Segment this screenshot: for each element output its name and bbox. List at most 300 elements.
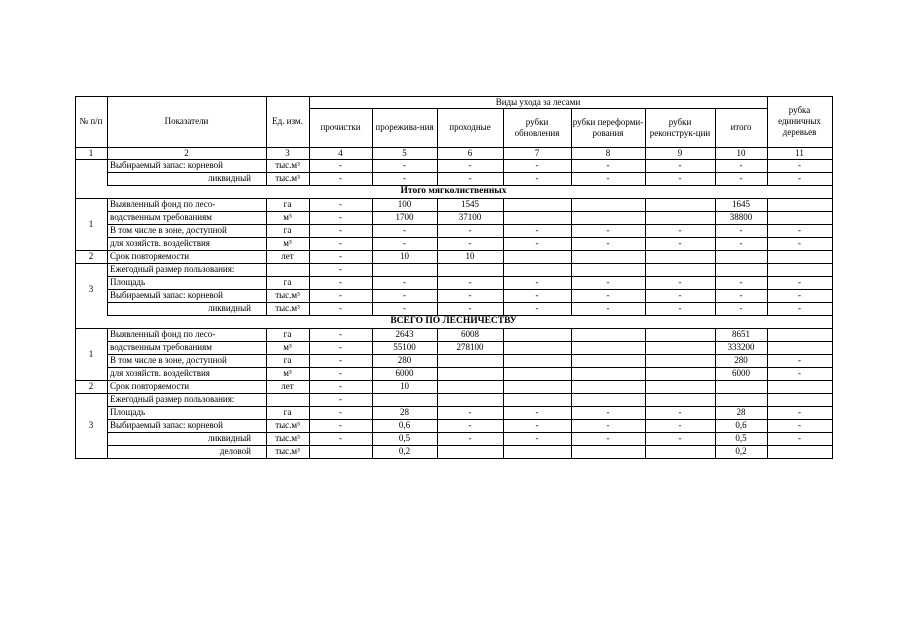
table-cell — [571, 250, 645, 263]
table-cell — [767, 211, 832, 224]
table-cell — [645, 211, 715, 224]
column-header-indicators: Показатели — [164, 116, 209, 126]
table-rule — [437, 263, 438, 277]
table-cell — [503, 354, 571, 367]
table-cell: - — [339, 381, 342, 391]
table-rule — [437, 289, 438, 303]
table-rule — [767, 328, 768, 342]
table-rule — [437, 224, 438, 238]
row-label: Выбираемый запас: корневой — [110, 420, 223, 430]
table-rule — [309, 211, 310, 225]
row-label: для хозяйств. воздействия — [110, 238, 210, 248]
table-rule — [715, 328, 716, 342]
table-rule — [715, 237, 716, 251]
table-rule — [832, 367, 833, 381]
table-rule — [266, 224, 267, 238]
table-cell — [503, 328, 571, 341]
table-cell — [503, 211, 571, 224]
table-rule — [571, 341, 572, 355]
table-rule — [107, 328, 108, 342]
table-cell: 280 — [397, 355, 412, 365]
table-rule — [266, 172, 267, 186]
table-rule — [767, 198, 768, 212]
table-rule — [372, 198, 373, 212]
column-number: 10 — [736, 147, 746, 158]
row-unit: га — [283, 355, 292, 365]
table-cell: - — [606, 238, 610, 248]
table-cell: - — [739, 290, 743, 300]
table-rule — [832, 224, 833, 238]
table-cell: - — [468, 225, 472, 235]
table-cell: - — [535, 173, 539, 183]
table-rule — [107, 393, 108, 407]
table-rule — [309, 237, 310, 251]
table-rule — [715, 432, 716, 446]
row-label: Выбираемый запас: корневой — [110, 160, 223, 170]
table-cell: - — [339, 394, 342, 404]
table-cell: - — [678, 303, 682, 313]
table-rule — [571, 250, 572, 264]
table-cell: 0,6 — [398, 420, 411, 430]
column-header-type: прочистки — [320, 122, 361, 132]
table-rule — [571, 302, 572, 316]
row-unit: м³ — [283, 212, 292, 222]
table-cell: 1645 — [732, 199, 750, 209]
table-rule — [645, 406, 646, 420]
table-rule — [645, 250, 646, 264]
table-rule — [503, 276, 504, 290]
table-rule — [372, 172, 373, 186]
row-unit: м³ — [283, 238, 292, 248]
table-rule — [372, 432, 373, 446]
table-rule — [372, 341, 373, 355]
row-label: деловой — [219, 446, 251, 456]
row-unit: га — [283, 329, 292, 339]
table-rule — [715, 108, 716, 148]
table-rule — [832, 263, 833, 277]
table-cell — [645, 263, 715, 276]
table-cell: - — [403, 173, 406, 183]
table-rule — [266, 159, 267, 173]
table-cell: - — [403, 238, 406, 248]
table-cell — [715, 250, 767, 263]
column-number: 9 — [677, 147, 683, 158]
table-rule — [309, 380, 310, 394]
table-rule — [715, 419, 716, 433]
table-cell — [571, 367, 645, 380]
table-cell: 6000 — [732, 368, 750, 378]
table-cell: - — [468, 238, 472, 248]
table-rule — [437, 367, 438, 381]
table-rule — [266, 263, 267, 277]
table-rule — [767, 96, 768, 148]
table-rule — [107, 341, 108, 355]
table-cell: - — [606, 160, 610, 170]
table-cell: - — [678, 160, 682, 170]
table-rule — [645, 172, 646, 186]
table-cell: - — [798, 225, 801, 235]
table-cell — [503, 393, 571, 406]
table-cell: - — [468, 433, 472, 443]
table-cell: 37100 — [458, 212, 482, 222]
table-cell — [372, 263, 437, 276]
row-label: ликвидный — [207, 433, 251, 443]
table-rule — [645, 224, 646, 238]
table-cell — [309, 445, 372, 458]
table-rule — [266, 419, 267, 433]
table-cell — [645, 445, 715, 458]
table-rule — [571, 328, 572, 342]
table-cell: 6008 — [461, 329, 479, 339]
table-rule — [503, 380, 504, 394]
table-rule — [767, 224, 768, 238]
table-cell: 10 — [400, 381, 409, 391]
row-unit: га — [283, 225, 292, 235]
row-unit: м³ — [283, 342, 292, 352]
table-cell — [437, 380, 503, 393]
table-rule — [266, 445, 267, 459]
table-rule — [571, 406, 572, 420]
row-label: Ежегодный размер пользования: — [110, 394, 235, 404]
table-cell: 10 — [400, 251, 409, 261]
table-cell: - — [339, 433, 342, 443]
table-rule — [437, 108, 438, 148]
column-header-type: рубки реконструк-ции — [649, 116, 711, 138]
table-rule — [266, 96, 267, 148]
table-rule — [645, 445, 646, 459]
table-rule — [266, 380, 267, 394]
row-unit: тыс.м³ — [275, 173, 300, 183]
row-unit: тыс.м³ — [275, 433, 300, 443]
table-cell — [767, 341, 832, 354]
table-rule — [832, 237, 833, 251]
row-label: Ежегодный размер пользования: — [110, 264, 235, 274]
row-unit — [266, 393, 309, 406]
table-rule — [309, 289, 310, 303]
table-cell — [645, 380, 715, 393]
table-rule — [75, 185, 76, 199]
table-rule — [372, 250, 373, 264]
table-cell: - — [339, 420, 342, 430]
table-cell: - — [468, 160, 472, 170]
table-cell: - — [798, 420, 801, 430]
row-unit: тыс.м³ — [275, 446, 300, 456]
table-rule — [107, 224, 108, 238]
table-cell: - — [535, 238, 539, 248]
table-rule — [571, 159, 572, 173]
table-cell: - — [468, 420, 472, 430]
table-rule — [832, 211, 833, 225]
table-rule — [767, 341, 768, 355]
table-rule — [266, 328, 267, 342]
table-cell: 100 — [397, 199, 412, 209]
table-rule — [571, 289, 572, 303]
table-rule — [309, 172, 310, 186]
table-cell: 0,2 — [735, 446, 747, 456]
table-bottom-border — [75, 458, 833, 459]
table-rule — [437, 354, 438, 368]
table-rule — [767, 406, 768, 420]
table-rule — [437, 172, 438, 186]
table-rule — [309, 393, 310, 407]
table-rule — [107, 237, 108, 251]
table-cell: - — [468, 173, 472, 183]
table-cell: 10 — [465, 251, 475, 261]
table-rule — [372, 263, 373, 277]
table-cell: - — [339, 290, 342, 300]
row-number: 3 — [88, 283, 94, 294]
table-rule — [266, 250, 267, 264]
table-rule — [715, 406, 716, 420]
table-rule — [503, 289, 504, 303]
row-label: В том числе в зоне, доступной — [110, 225, 227, 235]
row-unit: га — [283, 407, 292, 417]
table-cell: - — [678, 290, 682, 300]
table-rule — [107, 380, 108, 394]
table-rule — [309, 302, 310, 316]
table-cell: - — [798, 160, 801, 170]
table-cell: - — [535, 225, 539, 235]
table-cell — [767, 198, 832, 211]
table-rule — [767, 354, 768, 368]
table-rule — [309, 406, 310, 420]
table-cell — [767, 263, 832, 276]
table-cell: - — [798, 277, 801, 287]
row-label: водственным требованиям — [110, 342, 212, 352]
table-rule — [266, 237, 267, 251]
table-rule — [437, 276, 438, 290]
table-rule — [107, 211, 108, 225]
table-cell: - — [678, 173, 682, 183]
table-rule — [372, 393, 373, 407]
table-rule — [715, 224, 716, 238]
table-cell — [767, 250, 832, 263]
table-rule — [266, 289, 267, 303]
table-rule — [503, 445, 504, 459]
table-cell: - — [403, 290, 406, 300]
table-rule — [309, 445, 310, 459]
row-unit: лет — [281, 381, 294, 391]
table-cell — [571, 198, 645, 211]
row-label: Площадь — [110, 407, 146, 417]
table-rule — [437, 237, 438, 251]
table-rule — [767, 445, 768, 459]
table-cell — [571, 328, 645, 341]
table-cell — [767, 328, 832, 341]
table-rule — [437, 380, 438, 394]
table-cell — [645, 328, 715, 341]
table-rule — [309, 159, 310, 173]
table-rule — [832, 302, 833, 316]
table-rule — [266, 354, 267, 368]
table-rule — [266, 341, 267, 355]
table-rule — [266, 393, 267, 407]
table-cell: - — [798, 238, 801, 248]
row-unit — [266, 263, 309, 276]
table-rule — [107, 289, 108, 303]
table-rule — [645, 237, 646, 251]
table-rule — [832, 406, 833, 420]
table-rule — [266, 198, 267, 212]
table-rule — [503, 250, 504, 264]
table-rule — [832, 354, 833, 368]
table-rule — [309, 432, 310, 446]
table-rule — [372, 445, 373, 459]
table-cell: - — [339, 173, 342, 183]
column-number: 4 — [338, 147, 343, 158]
table-rule — [309, 263, 310, 277]
table-cell: - — [678, 277, 682, 287]
table-rule — [645, 419, 646, 433]
column-number: 5 — [402, 147, 407, 158]
table-cell: - — [403, 160, 406, 170]
table-rule — [107, 250, 108, 264]
table-cell: 0,5 — [398, 433, 411, 443]
table-rule — [767, 432, 768, 446]
table-rule — [571, 393, 572, 407]
table-cell: - — [798, 290, 801, 300]
table-rule — [372, 159, 373, 173]
table-rule — [107, 432, 108, 446]
table-rule — [832, 315, 833, 329]
table-rule — [372, 354, 373, 368]
table-rule — [571, 380, 572, 394]
table-cell — [437, 263, 503, 276]
table-cell: - — [739, 173, 743, 183]
table-rule — [767, 159, 768, 173]
table-cell — [503, 445, 571, 458]
table-rule — [107, 302, 108, 316]
row-label: Выявленный фонд по лесо- — [110, 199, 216, 209]
table-cell: - — [339, 355, 342, 365]
table-cell — [503, 198, 571, 211]
table-rule — [571, 198, 572, 212]
table-cell: - — [468, 407, 472, 417]
table-rule — [832, 172, 833, 186]
table-rule — [437, 406, 438, 420]
table-cell: 8651 — [732, 329, 750, 339]
table-rule — [715, 172, 716, 186]
table-rule — [832, 96, 833, 148]
table-cell: - — [339, 160, 342, 170]
table-cell: - — [678, 407, 682, 417]
table-rule — [571, 354, 572, 368]
table-rule — [571, 276, 572, 290]
table-rule — [832, 393, 833, 407]
table-rule — [503, 367, 504, 381]
table-rule — [266, 406, 267, 420]
table-rule — [715, 250, 716, 264]
table-cell — [571, 211, 645, 224]
table-rule — [715, 393, 716, 407]
table-rule — [107, 419, 108, 433]
table-rule — [832, 445, 833, 459]
table-rule — [645, 367, 646, 381]
column-header-single-trees: рубка единичных деревьев — [778, 105, 821, 137]
table-cell: - — [606, 225, 610, 235]
table-cell — [571, 341, 645, 354]
table-rule — [437, 211, 438, 225]
table-rule — [767, 172, 768, 186]
table-rule — [832, 419, 833, 433]
table-rule — [372, 380, 373, 394]
table-rule — [503, 419, 504, 433]
table-rule — [645, 263, 646, 277]
table-rule — [645, 380, 646, 394]
row-label: В том числе в зоне, доступной — [110, 355, 227, 365]
table-rule — [503, 354, 504, 368]
column-header-type: итого — [730, 122, 752, 132]
table-rule — [107, 263, 108, 277]
table-rule — [107, 367, 108, 381]
row-unit: тыс.м³ — [275, 420, 300, 430]
table-cell: - — [678, 433, 682, 443]
row-unit: тыс.м³ — [275, 303, 300, 313]
table-rule — [503, 302, 504, 316]
row-number: 1 — [88, 218, 94, 229]
table-rule — [503, 393, 504, 407]
table-rule — [645, 302, 646, 316]
column-number: 11 — [795, 147, 804, 158]
row-number: 1 — [88, 348, 94, 359]
table-rule — [715, 341, 716, 355]
table-cell — [571, 380, 645, 393]
table-rule — [437, 445, 438, 459]
table-cell — [503, 341, 571, 354]
table-cell: 280 — [734, 355, 748, 365]
table-cell — [437, 393, 503, 406]
table-rule — [266, 276, 267, 290]
table-cell: 2643 — [395, 329, 414, 339]
table-rule — [309, 108, 768, 109]
table-cell: - — [468, 303, 472, 313]
table-rule — [715, 263, 716, 277]
row-label: водственным требованиям — [110, 212, 212, 222]
table-cell: - — [535, 407, 539, 417]
table-cell: - — [606, 290, 610, 300]
table-rule — [503, 263, 504, 277]
table-rule — [503, 198, 504, 212]
table-rule — [503, 341, 504, 355]
table-cell: - — [739, 238, 743, 248]
table-rule — [645, 276, 646, 290]
table-rule — [645, 289, 646, 303]
table-rule — [372, 289, 373, 303]
table-cell — [503, 263, 571, 276]
table-cell: - — [798, 407, 801, 417]
table-rule — [715, 159, 716, 173]
table-cell: 1700 — [395, 212, 414, 222]
table-cell: - — [468, 290, 472, 300]
table-cell: - — [339, 407, 342, 417]
table-rule — [715, 354, 716, 368]
table-rule — [832, 185, 833, 199]
table-rule — [767, 250, 768, 264]
table-rule — [437, 393, 438, 407]
table-rule — [309, 96, 310, 148]
table-rule — [75, 159, 76, 173]
table-cell: 28 — [736, 407, 746, 417]
table-cell — [767, 380, 832, 393]
table-cell: - — [339, 251, 342, 261]
table-rule — [767, 419, 768, 433]
table-cell — [437, 445, 503, 458]
table-rule — [372, 108, 373, 148]
table-rule — [503, 211, 504, 225]
table-rule — [645, 393, 646, 407]
table-rule — [437, 302, 438, 316]
table-rule — [309, 250, 310, 264]
